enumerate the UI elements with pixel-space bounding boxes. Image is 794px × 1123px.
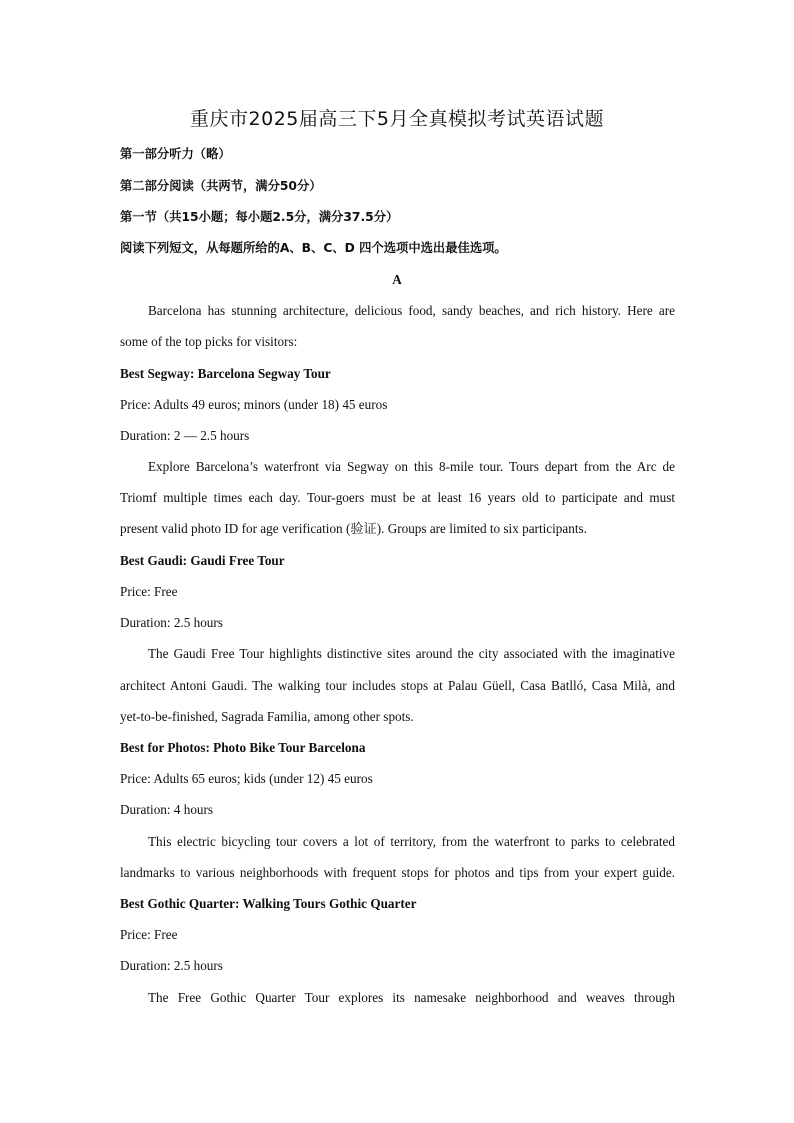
tour-description-line: landmarks to various neighborhoods with frequent stops for photos and tips from your expert guide. — [120, 865, 675, 880]
intro-line: some of the top picks for visitors: — [120, 334, 298, 349]
tour-description-line: Triomf multiple times each day. Tour-goers must be at least 16 years old to participate and must — [120, 490, 675, 505]
tour-price: Price: Adults 65 euros; kids (under 12) 45 euros — [120, 771, 373, 786]
tour-duration: Duration: 2 — 2.5 hours — [120, 428, 250, 443]
page-title: 重庆市2025届高三下5月全真模拟考试英语试题 — [190, 108, 604, 130]
tour-heading: Best for Photos: Photo Bike Tour Barcelona — [120, 740, 366, 755]
tour-description-line: yet-to-be-finished, Sagrada Familia, among other spots. — [120, 709, 414, 724]
part-two-heading: 第二部分阅读（共两节，满分50分） — [120, 179, 322, 193]
section-one-heading: 第一节（共15小题；每小题2.5分，满分37.5分） — [120, 210, 399, 224]
tour-price: Price: Free — [120, 927, 178, 942]
tour-duration: Duration: 4 hours — [120, 802, 214, 817]
tour-description-line: This electric bicycling tour covers a lot of territory, from the waterfront to parks to celebrated — [148, 834, 675, 849]
tour-description-line: The Gaudi Free Tour highlights distinctive sites around the city associated with the imaginative — [148, 646, 675, 661]
tour-heading: Best Segway: Barcelona Segway Tour — [120, 366, 331, 381]
tour-description-line: present valid photo ID for age verification (验证). Groups are limited to six participants. — [120, 521, 587, 536]
tour-description-line: Explore Barcelona’s waterfront via Segway on this 8-mile tour. Tours depart from the Arc de — [148, 459, 675, 474]
tour-price: Price: Free — [120, 584, 178, 599]
tour-duration: Duration: 2.5 hours — [120, 958, 223, 973]
tour-description-line: architect Antoni Gaudi. The walking tour includes stops at Palau Güell, Casa Batlló, Casa Milà, and — [120, 678, 675, 693]
tour-heading: Best Gothic Quarter: Walking Tours Gothic Quarter — [120, 896, 417, 911]
tour-description-line: The Free Gothic Quarter Tour explores its namesake neighborhood and weaves through — [148, 990, 675, 1005]
tour-price: Price: Adults 49 euros; minors (under 18) 45 euros — [120, 397, 388, 412]
part-one-heading: 第一部分听力（略） — [120, 147, 231, 161]
intro-line: Barcelona has stunning architecture, delicious food, sandy beaches, and rich history. Here are — [148, 303, 675, 318]
tour-duration: Duration: 2.5 hours — [120, 615, 223, 630]
reading-instruction: 阅读下列短文，从每题所给的A、B、C、D 四个选项中选出最佳选项。 — [120, 241, 507, 255]
tour-heading: Best Gaudi: Gaudi Free Tour — [120, 553, 285, 568]
passage-label: A — [392, 272, 402, 287]
